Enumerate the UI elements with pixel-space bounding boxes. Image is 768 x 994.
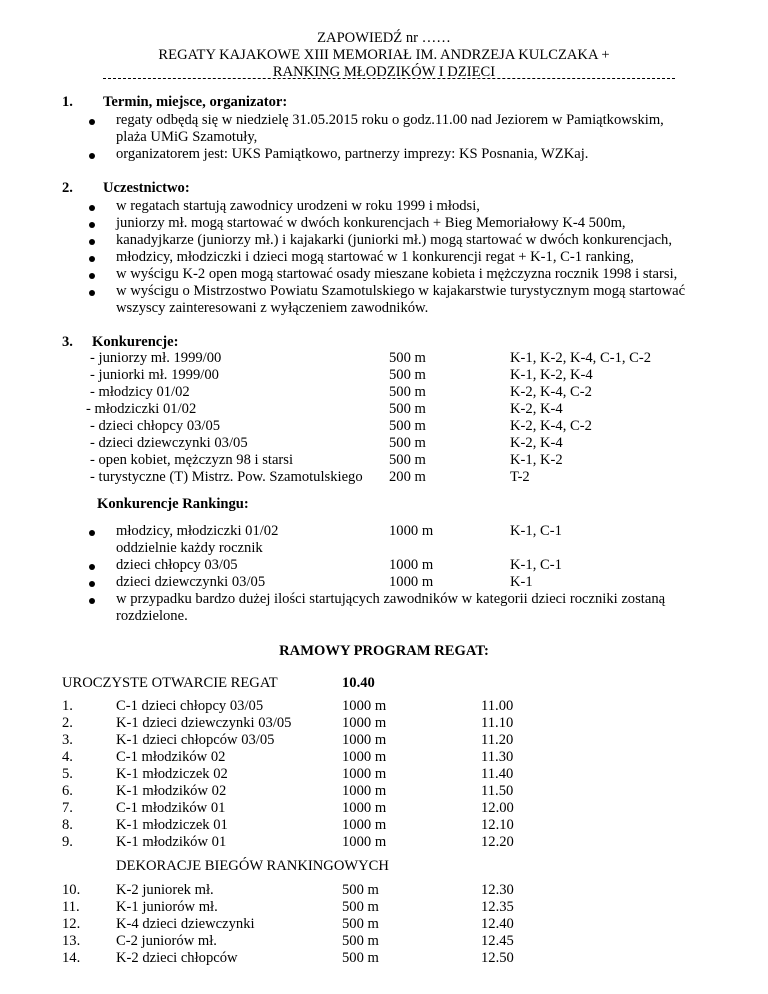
dashed-divider	[103, 78, 675, 79]
event-boats: K-2, K-4	[510, 401, 563, 417]
race-distance: 1000 m	[342, 749, 387, 765]
race-number: 1.	[62, 698, 73, 714]
event-category: - turystyczne (T) Mistrz. Pow. Szamotulskiego	[90, 469, 363, 485]
section-1-item-cont: plaża UMiG Szamotuły,	[116, 129, 258, 145]
event-category: - dzieci chłopcy 03/05	[90, 418, 221, 434]
race-name: C-1 młodzików 02	[116, 749, 226, 765]
event-category: - open kobiet, mężczyzn 98 i starsi	[90, 452, 294, 468]
ranking-boats: K-1	[510, 574, 533, 590]
race-time: 11.40	[481, 766, 514, 782]
race-number: 10.	[62, 882, 81, 898]
race-distance: 1000 m	[342, 817, 387, 833]
program-title: RAMOWY PROGRAM REGAT:	[279, 643, 489, 659]
ranking-note: oddzielnie każdy rocznik	[116, 540, 263, 556]
bullet-icon	[89, 222, 95, 228]
doc-title: ZAPOWIEDŹ nr ……	[317, 30, 451, 46]
ranking-distance: 1000 m	[389, 574, 434, 590]
race-distance: 1000 m	[342, 698, 387, 714]
event-distance: 500 m	[389, 367, 426, 383]
race-time: 12.40	[481, 916, 514, 932]
race-distance: 500 m	[342, 950, 379, 966]
bullet-icon	[89, 239, 95, 245]
bullet-icon	[89, 598, 95, 604]
race-name: C-2 juniorów mł.	[116, 933, 217, 949]
ranking-boats: K-1, C-1	[510, 557, 562, 573]
bullet-icon	[89, 273, 95, 279]
section-2-item: juniorzy mł. mogą startować w dwóch konkurencjach + Bieg Memoriałowy K-4 500m,	[116, 215, 626, 231]
race-name: K-1 dzieci dziewczynki 03/05	[116, 715, 292, 731]
event-distance: 500 m	[389, 435, 426, 451]
race-distance: 1000 m	[342, 800, 387, 816]
bullet-icon	[89, 530, 95, 536]
race-name: K-2 juniorek mł.	[116, 882, 214, 898]
race-number: 3.	[62, 732, 73, 748]
bullet-icon	[89, 153, 95, 159]
event-boats: K-2, K-4	[510, 435, 563, 451]
event-category: - juniorki mł. 1999/00	[90, 367, 219, 383]
event-category: - młodziczki 01/02	[86, 401, 197, 417]
race-name: K-1 młodziczek 02	[116, 766, 228, 782]
section-2-item: kanadyjkarze (juniorzy mł.) i kajakarki (juniorki mł.) mogą startować w dwóch konkurencjach,	[116, 232, 672, 248]
race-distance: 500 m	[342, 882, 379, 898]
race-time: 11.00	[481, 698, 514, 714]
race-distance: 1000 m	[342, 766, 387, 782]
event-boats: K-1, K-2	[510, 452, 563, 468]
ranking-category: młodzicy, młodziczki 01/02	[116, 523, 279, 539]
race-time: 12.50	[481, 950, 514, 966]
section-2-item: w wyścigu K-2 open mogą startować osady mieszane kobieta i mężczyzna rocznik 1998 i starsi,	[116, 266, 678, 282]
race-distance: 1000 m	[342, 834, 387, 850]
race-name: C-1 młodzików 01	[116, 800, 226, 816]
race-name: C-1 dzieci chłopcy 03/05	[116, 698, 264, 714]
section-2-title: Uczestnictwo:	[103, 180, 190, 196]
race-name: K-1 juniorów mł.	[116, 899, 218, 915]
ranking-distance: 1000 m	[389, 523, 434, 539]
race-distance: 500 m	[342, 916, 379, 932]
section-1-number: 1.	[62, 94, 73, 110]
race-number: 2.	[62, 715, 73, 731]
race-distance: 1000 m	[342, 783, 387, 799]
section-2-item: młodzicy, młodziczki i dzieci mogą startować w 1 konkurencji regat + K-1, C-1 ranking,	[116, 249, 634, 265]
race-time: 12.30	[481, 882, 514, 898]
race-number: 4.	[62, 749, 73, 765]
section-1-item: regaty odbędą się w niedzielę 31.05.2015 roku o godz.11.00 nad Jeziorem w Pamiątkowskim,	[116, 112, 664, 128]
section-1-item: organizatorem jest: UKS Pamiątkowo, partnerzy imprezy: KS Posnania, WZKaj.	[116, 146, 589, 162]
event-distance: 500 m	[389, 350, 426, 366]
event-boats: K-1, K-2, K-4, C-1, C-2	[510, 350, 652, 366]
race-time: 12.45	[481, 933, 514, 949]
bullet-icon	[89, 205, 95, 211]
race-distance: 500 m	[342, 899, 379, 915]
race-number: 12.	[62, 916, 81, 932]
race-number: 11.	[62, 899, 80, 915]
race-distance: 1000 m	[342, 732, 387, 748]
race-name: K-4 dzieci dziewczynki	[116, 916, 255, 932]
event-distance: 500 m	[389, 384, 426, 400]
ranking-note: w przypadku bardzo dużej ilości startujących zawodników w kategorii dzieci roczniki zostaną	[116, 591, 666, 607]
doc-subtitle-2: RANKING MŁODZIKÓW I DZIECI	[272, 64, 496, 80]
race-time: 11.10	[481, 715, 514, 731]
race-time: 12.10	[481, 817, 514, 833]
section-2-item: w wyścigu o Mistrzostwo Powiatu Szamotulskiego w kajakarstwie turystycznym mogą startować	[116, 283, 686, 299]
event-category: - młodzicy 01/02	[90, 384, 190, 400]
ranking-title: Konkurencje Rankingu:	[97, 496, 249, 512]
race-time: 11.20	[481, 732, 514, 748]
ranking-category: dzieci chłopcy 03/05	[116, 557, 238, 573]
doc-subtitle: REGATY KAJAKOWE XIII MEMORIAŁ IM. ANDRZEJA KULCZAKA +	[158, 47, 610, 63]
bullet-icon	[89, 290, 95, 296]
event-boats: K-2, K-4, C-2	[510, 384, 592, 400]
race-number: 9.	[62, 834, 73, 850]
race-number: 13.	[62, 933, 81, 949]
event-boats: K-2, K-4, C-2	[510, 418, 592, 434]
section-3-number: 3.	[62, 334, 73, 350]
ranking-note-cont: rozdzielone.	[116, 608, 188, 624]
section-2-item: w regatach startują zawodnicy urodzeni w roku 1999 i młodsi,	[116, 198, 480, 214]
event-boats: K-1, K-2, K-4	[510, 367, 593, 383]
race-number: 5.	[62, 766, 73, 782]
race-number: 7.	[62, 800, 73, 816]
race-distance: 1000 m	[342, 715, 387, 731]
section-2-item-cont: wszyscy zainteresowani z wyłączeniem zawodników.	[116, 300, 429, 316]
event-distance: 500 m	[389, 418, 426, 434]
race-number: 8.	[62, 817, 73, 833]
race-time: 12.35	[481, 899, 514, 915]
race-time: 12.20	[481, 834, 514, 850]
bullet-icon	[89, 581, 95, 587]
race-time: 11.30	[481, 749, 514, 765]
race-time: 11.50	[481, 783, 514, 799]
opening-label: UROCZYSTE OTWARCIE REGAT	[62, 675, 278, 691]
event-distance: 500 m	[389, 452, 426, 468]
race-time: 12.00	[481, 800, 514, 816]
bullet-icon	[89, 256, 95, 262]
ranking-distance: 1000 m	[389, 557, 434, 573]
event-category: - dzieci dziewczynki 03/05	[90, 435, 248, 451]
race-name: K-1 młodzików 01	[116, 834, 227, 850]
race-number: 14.	[62, 950, 81, 966]
event-distance: 200 m	[389, 469, 426, 485]
bullet-icon	[89, 119, 95, 125]
section-1-title: Termin, miejsce, organizator:	[103, 94, 288, 110]
section-3-title: Konkurencje:	[92, 334, 179, 350]
event-distance: 500 m	[389, 401, 426, 417]
bullet-icon	[89, 564, 95, 570]
event-boats: T-2	[510, 469, 530, 485]
race-name: K-1 młodzików 02	[116, 783, 227, 799]
section-2-number: 2.	[62, 180, 73, 196]
decorations-label: DEKORACJE BIEGÓW RANKINGOWYCH	[116, 858, 389, 874]
opening-time: 10.40	[342, 675, 375, 691]
ranking-boats: K-1, C-1	[510, 523, 562, 539]
ranking-category: dzieci dziewczynki 03/05	[116, 574, 266, 590]
race-distance: 500 m	[342, 933, 379, 949]
race-number: 6.	[62, 783, 73, 799]
race-name: K-1 dzieci chłopców 03/05	[116, 732, 275, 748]
event-category: - juniorzy mł. 1999/00	[90, 350, 222, 366]
race-name: K-1 młodziczek 01	[116, 817, 228, 833]
race-name: K-2 dzieci chłopców	[116, 950, 238, 966]
